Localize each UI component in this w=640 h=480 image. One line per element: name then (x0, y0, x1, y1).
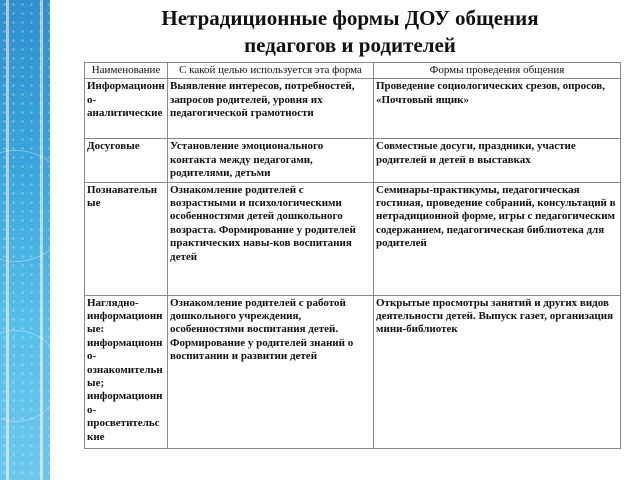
table-row (85, 79, 621, 139)
cell-purpose: Ознакомление родителей с работой дошкольного учреждения, особенностями воспитания детей. Формирование у родителей знаний о воспитании и развитии детей (168, 295, 374, 448)
table-row (85, 295, 621, 448)
cell-forms: Семинары-практикумы, педагогическая гостиная, проведение собраний, консультаций в нетрадиционной форме, игры с педагогическим содержанием, педагогическая библиотека для родителей (374, 182, 621, 295)
slide-title-line-1: Нетрадиционные формы ДОУ общения (161, 6, 539, 30)
cell-purpose: Установление эмоционального контакта между педагогами, родителями, детьми (168, 139, 374, 182)
decorative-sidebar (0, 0, 50, 480)
header-purpose: С какой целью используется эта форма (168, 63, 374, 79)
header-forms: Формы проведения общения (374, 63, 621, 79)
slide-title-line-2: педагогов и родителей (244, 33, 456, 57)
cell-name: Информационно-аналитические (85, 79, 168, 139)
table-row (85, 182, 621, 295)
cell-forms: Проведение социологических срезов, опросов, «Почтовый ящик» (374, 79, 621, 139)
cell-purpose: Ознакомление родителей с возрастными и психологическими особенностями детей дошкольного возраста. Формирование у родителей практических навы-ков воспитания детей (168, 182, 374, 295)
cell-name: Познавательные (85, 182, 168, 295)
communication-forms-table (84, 62, 621, 449)
cell-name: Досуговые (85, 139, 168, 182)
slide-title (80, 5, 620, 59)
sidebar-arc (0, 150, 50, 262)
cell-forms: Совместные досуги, праздники, участие родителей и детей в выставках (374, 139, 621, 182)
table-header-row (85, 63, 621, 79)
sidebar-arc (0, 330, 50, 422)
table-row (85, 139, 621, 182)
cell-forms: Открытые просмотры занятий и других видов деятельности детей. Выпуск газет, организация мини-библиотек (374, 295, 621, 448)
cell-name: Наглядно-информационные: информационно-ознакомительные; информационно-просветительские (85, 295, 168, 448)
cell-purpose: Выявление интересов, потребностей, запросов родителей, уровня их педагогической грамотности (168, 79, 374, 139)
header-name: Наименование (85, 63, 168, 79)
